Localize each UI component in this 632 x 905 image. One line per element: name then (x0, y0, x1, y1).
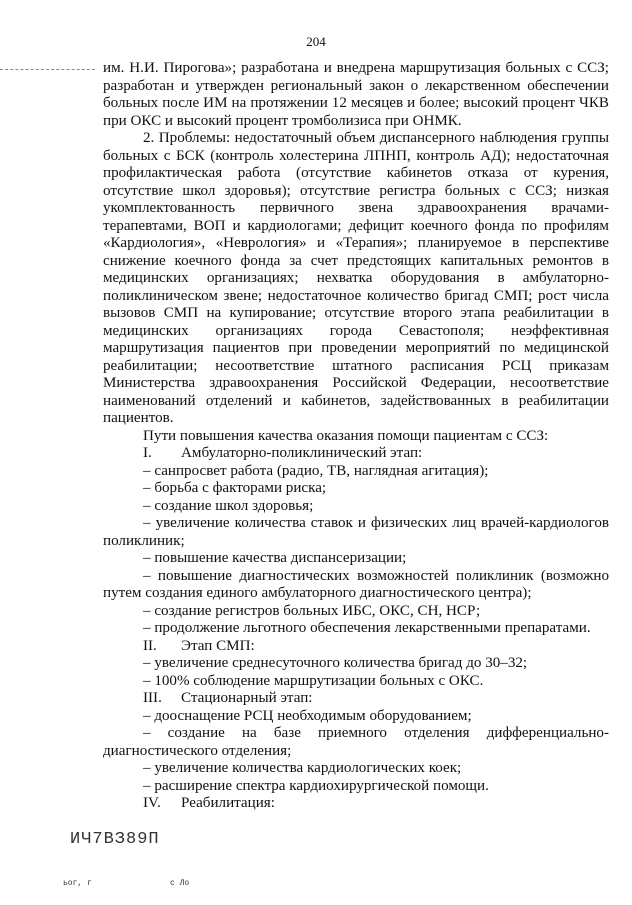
section-heading (143, 690, 609, 708)
paragraph-problems: 2. Проблемы: недостаточный объем диспансерного наблюдения группы больных с БСК (контроль холестерина ЛПНП, контроль АД); недостаточная профилактическая работа (отсутствие кабинетов отказа от курения, отсутствие школ здоровья); отсутствие регистра больных с ССЗ; низкая укомплектованность первичного звена здравоохранения врачами-терапевтами, ВОП и кардиологами; дефицит коечного фонда по профилям «Кардиология», «Неврология» и «Терапия»; планируемое в перспективе снижение коечного фонда за счет предстоящих капитальных ремонтов в медицинских организациях; нехватка оборудования в амбулаторно-поликлиническом звене; недостаточное количество бригад СМП; рост числа вызовов СМП на купирование; отсутствие второго этапа реабилитации в медицинских организациях города Севастополя; неэффективная маршрутизация пациентов при проведении мероприятий по медицинской реабилитации; несоответствие штатного расписания РСЦ приказам Министерства здравоохранения Российской Федерации, несоответствие наименований отделений и кабинетов, задействованных в реабилитации пациентов. (103, 130, 609, 426)
section-number: I. (143, 445, 152, 461)
registration-stamp: ИЧ7ВЗ89П (70, 830, 160, 849)
list-item: – расширение спектра кардиохирургической помощи. (143, 777, 489, 794)
section-title: Амбулаторно-поликлинический этап: (181, 445, 423, 461)
list-item: – повышение качества диспансеризации; (143, 550, 407, 566)
list-item: – увеличение среднесуточного количества бригад до 30–32; (143, 655, 528, 671)
section-number: IV. (143, 795, 161, 811)
section-number: III. (143, 690, 162, 706)
scan-artifact-line (0, 69, 95, 71)
ways-heading: Пути повышения качества оказания помощи пациентам с ССЗ: (143, 427, 549, 444)
section-title: Реабилитация: (181, 795, 275, 811)
section-title: Стационарный этап: (181, 690, 313, 706)
list-item: – дооснащение РСЦ необходимым оборудованием; (143, 707, 472, 724)
document-body (103, 60, 609, 813)
list-item: – увеличение количества ставок и физических лиц врачей-кардиологов поликлиник; (103, 515, 609, 549)
list-item: – создание регистров больных ИБС, ОКС, СН, НСР; (143, 602, 481, 619)
section-heading (143, 445, 609, 463)
footer-mark-left: ьог, г (63, 879, 92, 888)
list-item: – санпросвет работа (радио, ТВ, наглядная агитация); (143, 462, 489, 479)
list-item: – 100% соблюдение маршрутизации больных с ОКС. (143, 672, 484, 689)
page-number: 204 (306, 34, 326, 49)
sections-list (103, 445, 609, 813)
section-number: II. (143, 637, 157, 654)
section-heading (143, 795, 609, 813)
paragraph-achievements: им. Н.И. Пирогова»; разработана и внедрена маршрутизация больных с ССЗ; разработан и утвержден региональный закон о лекарственном обеспечении больных после ИМ на протяжении 12 месяцев и более; высокий процент ЧКВ при ОКС и высокий процент тромболизиса при ОНМК. (103, 60, 609, 129)
list-item: – борьба с факторами риска; (143, 480, 327, 496)
list-item: – создание на базе приемного отделения дифференциально-диагностического отделения; (103, 725, 609, 759)
list-item: – повышение диагностических возможностей поликлиник (возможно путем создания единого амбулаторного диагностического центра); (103, 567, 609, 601)
footer-mark-right: с Ло (170, 879, 190, 888)
section-heading (143, 638, 609, 656)
list-item: – создание школ здоровья; (143, 497, 314, 514)
list-item: – продолжение льготного обеспечения лекарственными препаратами. (143, 620, 591, 636)
section-title: Этап СМП: (181, 637, 255, 654)
list-item: – увеличение количества кардиологических коек; (143, 760, 462, 776)
